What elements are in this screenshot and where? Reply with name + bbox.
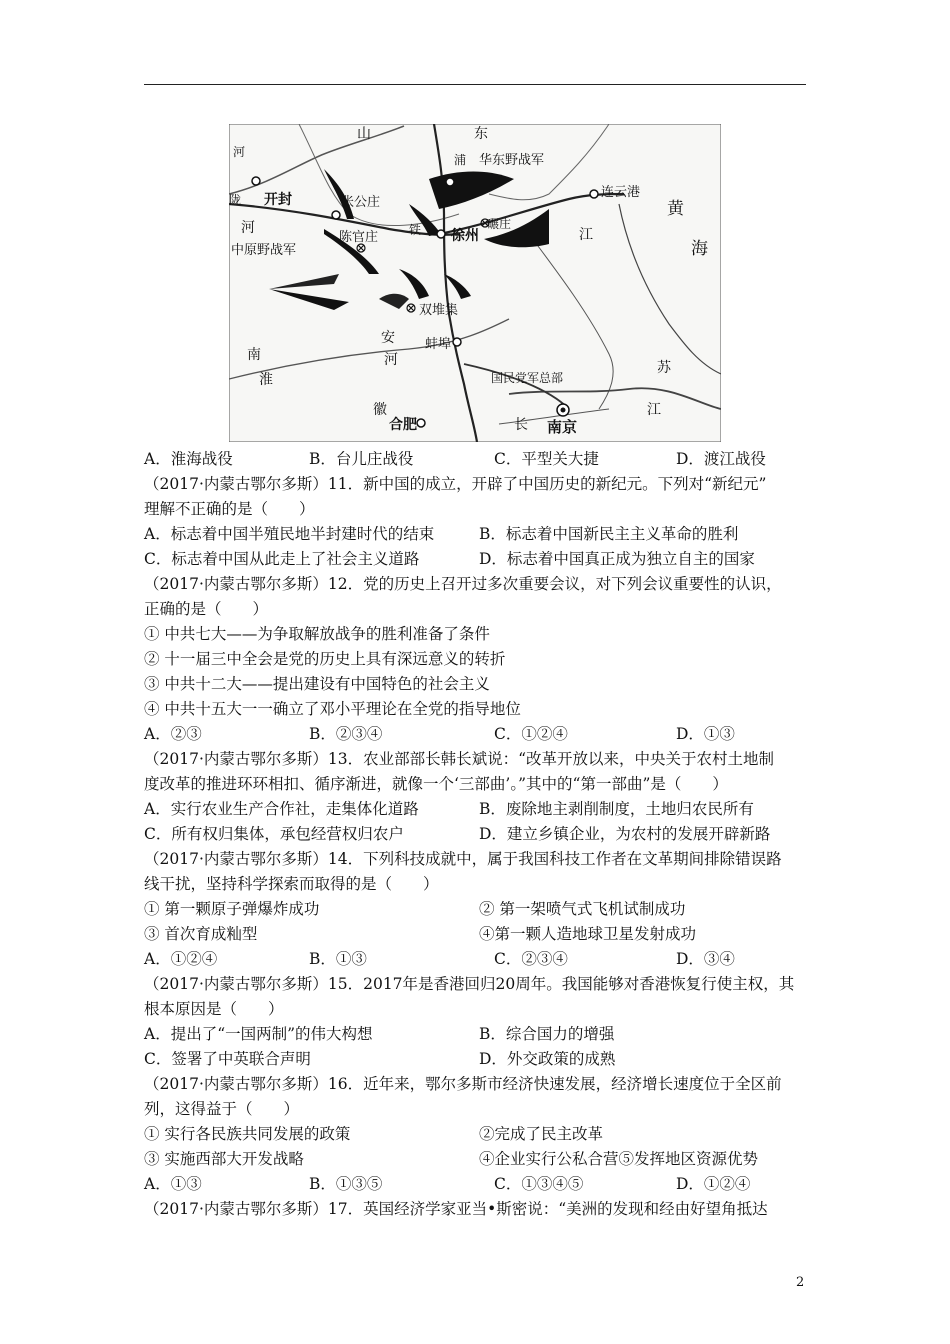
option-item: ④企业实行公私合营⑤发挥地区资源优势 — [479, 1150, 759, 1168]
text-line — [144, 497, 806, 522]
line-text: （2017·内蒙古鄂尔多斯）13．农业部部长韩长斌说：“改革开放以来，中央关于农村土地制 — [144, 750, 775, 768]
options-line — [144, 1047, 806, 1072]
text-line — [144, 1072, 806, 1097]
svg-text:陈官庄: 陈官庄 — [339, 230, 379, 245]
line-text: ③ 中共十二大——提出建设有中国特色的社会主义 — [144, 675, 490, 693]
option-item: A．淮海战役 — [144, 450, 233, 468]
text-line — [144, 997, 806, 1022]
svg-text:江: 江 — [579, 227, 593, 243]
text-line — [144, 972, 806, 997]
text-line — [144, 672, 806, 697]
svg-text:河: 河 — [233, 145, 246, 159]
option-item: ① 第一颗原子弹爆炸成功 — [144, 900, 320, 918]
options-line — [144, 897, 806, 922]
option-item: C．①②④ — [494, 725, 568, 743]
option-item: C．平型关大捷 — [494, 450, 599, 468]
option-item: B．台儿庄战役 — [309, 450, 414, 468]
option-item: A．①③ — [144, 1175, 202, 1193]
option-item: C．签署了中英联合声明 — [144, 1050, 311, 1068]
line-text: ④ 中共十五大一一确立了邓小平理论在全党的指导地位 — [144, 700, 521, 718]
option-item: C．标志着中国从此走上了社会主义道路 — [144, 550, 420, 568]
svg-text:南: 南 — [247, 347, 261, 363]
svg-text:徽: 徽 — [373, 402, 387, 418]
svg-text:开封: 开封 — [264, 192, 292, 208]
options-line — [144, 522, 806, 547]
text-line — [144, 472, 806, 497]
option-item: D．建立乡镇企业，为农村的发展开辟新路 — [479, 825, 771, 843]
option-item: A．②③ — [144, 725, 202, 743]
line-text: （2017·内蒙古鄂尔多斯）12．党的历史上召开过多次重要会议，对下列会议重要性的认识， — [144, 575, 782, 593]
options-line — [144, 1022, 806, 1047]
svg-text:南京: 南京 — [547, 418, 578, 436]
text-line — [144, 697, 806, 722]
line-text: 线干扰，坚持科学探索而取得的是（ ） — [144, 875, 439, 893]
option-item: A．提出了“一国两制”的伟大构想 — [144, 1025, 373, 1043]
line-text: 度改革的推进环环相扣、循序渐进，就像一个‘三部曲’。”其中的“第一部曲”是（ ） — [144, 775, 728, 793]
option-item: A．实行农业生产合作社，走集体化道路 — [144, 800, 419, 818]
line-text: （2017·内蒙古鄂尔多斯）11．新中国的成立，开辟了中国历史的新纪元。下列对“新纪元” — [144, 475, 767, 493]
text-line — [144, 597, 806, 622]
line-text: 根本原因是（ ） — [144, 1000, 284, 1018]
options-line — [144, 1147, 806, 1172]
option-item: ① 实行各民族共同发展的政策 — [144, 1125, 351, 1143]
option-item: C．①③④⑤ — [494, 1175, 584, 1193]
text-line — [144, 647, 806, 672]
options-line — [144, 922, 806, 947]
option-item: C．所有权归集体，承包经营权归农户 — [144, 825, 404, 843]
option-item: B．综合国力的增强 — [479, 1025, 615, 1043]
line-text: 正确的是（ ） — [144, 600, 269, 618]
svg-text:合肥: 合肥 — [389, 417, 417, 433]
options-line — [144, 947, 806, 972]
svg-text:海: 海 — [691, 239, 708, 259]
svg-text:蚌埠: 蚌埠 — [425, 337, 452, 352]
option-item: D．外交政策的成熟 — [479, 1050, 616, 1068]
question-text — [144, 447, 806, 1222]
option-item: ② 第一架喷气式飞机试制成功 — [479, 900, 686, 918]
svg-text:淮: 淮 — [259, 372, 273, 388]
line-text: ① 中共七大——为争取解放战争的胜利准备了条件 — [144, 625, 490, 643]
svg-text:国民党军总部: 国民党军总部 — [491, 371, 564, 385]
text-line — [144, 622, 806, 647]
option-item: C．②③④ — [494, 950, 568, 968]
option-item: B．①③ — [309, 950, 367, 968]
options-line — [144, 822, 806, 847]
line-text: 理解不正确的是（ ） — [144, 500, 315, 518]
options-line — [144, 1172, 806, 1197]
svg-text:黄: 黄 — [667, 199, 684, 219]
options-line — [144, 547, 806, 572]
svg-text:陇: 陇 — [229, 193, 242, 207]
text-line — [144, 872, 806, 897]
huaihai-campaign-map — [229, 124, 721, 442]
text-line — [144, 572, 806, 597]
line-text: ② 十一届三中全会是党的历史上具有深远意义的转折 — [144, 650, 506, 668]
option-item: ③ 实施西部大开发战略 — [144, 1150, 304, 1168]
option-item: B．①③⑤ — [309, 1175, 383, 1193]
option-item: ③ 首次育成籼型 — [144, 925, 258, 943]
option-item: D．标志着中国真正成为独立自主的国家 — [479, 550, 755, 568]
svg-text:山: 山 — [357, 126, 371, 142]
svg-text:碾庄: 碾庄 — [487, 217, 512, 231]
option-item: B．标志着中国新民主主义革命的胜利 — [479, 525, 739, 543]
option-item: A．标志着中国半殖民地半封建时代的结束 — [144, 525, 435, 543]
options-line — [144, 722, 806, 747]
options-line — [144, 797, 806, 822]
option-item: ②完成了民主改革 — [479, 1125, 604, 1143]
option-item: A．①②④ — [144, 950, 218, 968]
option-item: ④第一颗人造地球卫星发射成功 — [479, 925, 697, 943]
line-text: （2017·内蒙古鄂尔多斯）15．2017年是香港回归20周年。我国能够对香港恢复行使主权，其 — [144, 975, 795, 993]
page-number: 2 — [796, 1275, 805, 1290]
svg-text:河: 河 — [384, 352, 398, 368]
line-text: （2017·内蒙古鄂尔多斯）17．英国经济学家亚当•斯密说：“美洲的发现和经由好望角抵达 — [144, 1200, 768, 1218]
svg-text:双堆集: 双堆集 — [419, 303, 459, 318]
svg-text:苏: 苏 — [657, 360, 671, 376]
line-text: 列，这得益于（ ） — [144, 1100, 300, 1118]
options-line — [144, 447, 806, 472]
option-item: D．③④ — [676, 950, 735, 968]
svg-text:连云港: 连云港 — [601, 185, 641, 200]
text-line — [144, 1097, 806, 1122]
svg-text:浦: 浦 — [454, 153, 467, 167]
svg-text:徐州: 徐州 — [451, 228, 479, 244]
svg-text:张公庄: 张公庄 — [341, 195, 381, 210]
svg-text:铁: 铁 — [409, 223, 422, 237]
svg-text:中原野战军: 中原野战军 — [231, 243, 297, 258]
svg-text:安: 安 — [381, 330, 395, 346]
options-line — [144, 1122, 806, 1147]
text-line — [144, 772, 806, 797]
svg-text:长: 长 — [514, 417, 528, 433]
svg-text:华东野战军: 华东野战军 — [479, 153, 545, 168]
option-item: D．渡江战役 — [676, 450, 766, 468]
header-rule — [144, 84, 806, 85]
text-line — [144, 847, 806, 872]
option-item: D．①③ — [676, 725, 735, 743]
option-item: D．①②④ — [676, 1175, 751, 1193]
line-text: （2017·内蒙古鄂尔多斯）14．下列科技成就中，属于我国科技工作者在文革期间排除错误路 — [144, 850, 782, 868]
svg-text:东: 东 — [474, 126, 488, 142]
text-line — [144, 1197, 806, 1222]
option-item: B．废除地主剥削制度，土地归农民所有 — [479, 800, 754, 818]
svg-text:河: 河 — [241, 220, 255, 236]
text-line — [144, 747, 806, 772]
line-text: （2017·内蒙古鄂尔多斯）16．近年来，鄂尔多斯市经济快速发展，经济增长速度位于全区前 — [144, 1075, 782, 1093]
option-item: B．②③④ — [309, 725, 383, 743]
svg-text:江: 江 — [647, 402, 661, 418]
